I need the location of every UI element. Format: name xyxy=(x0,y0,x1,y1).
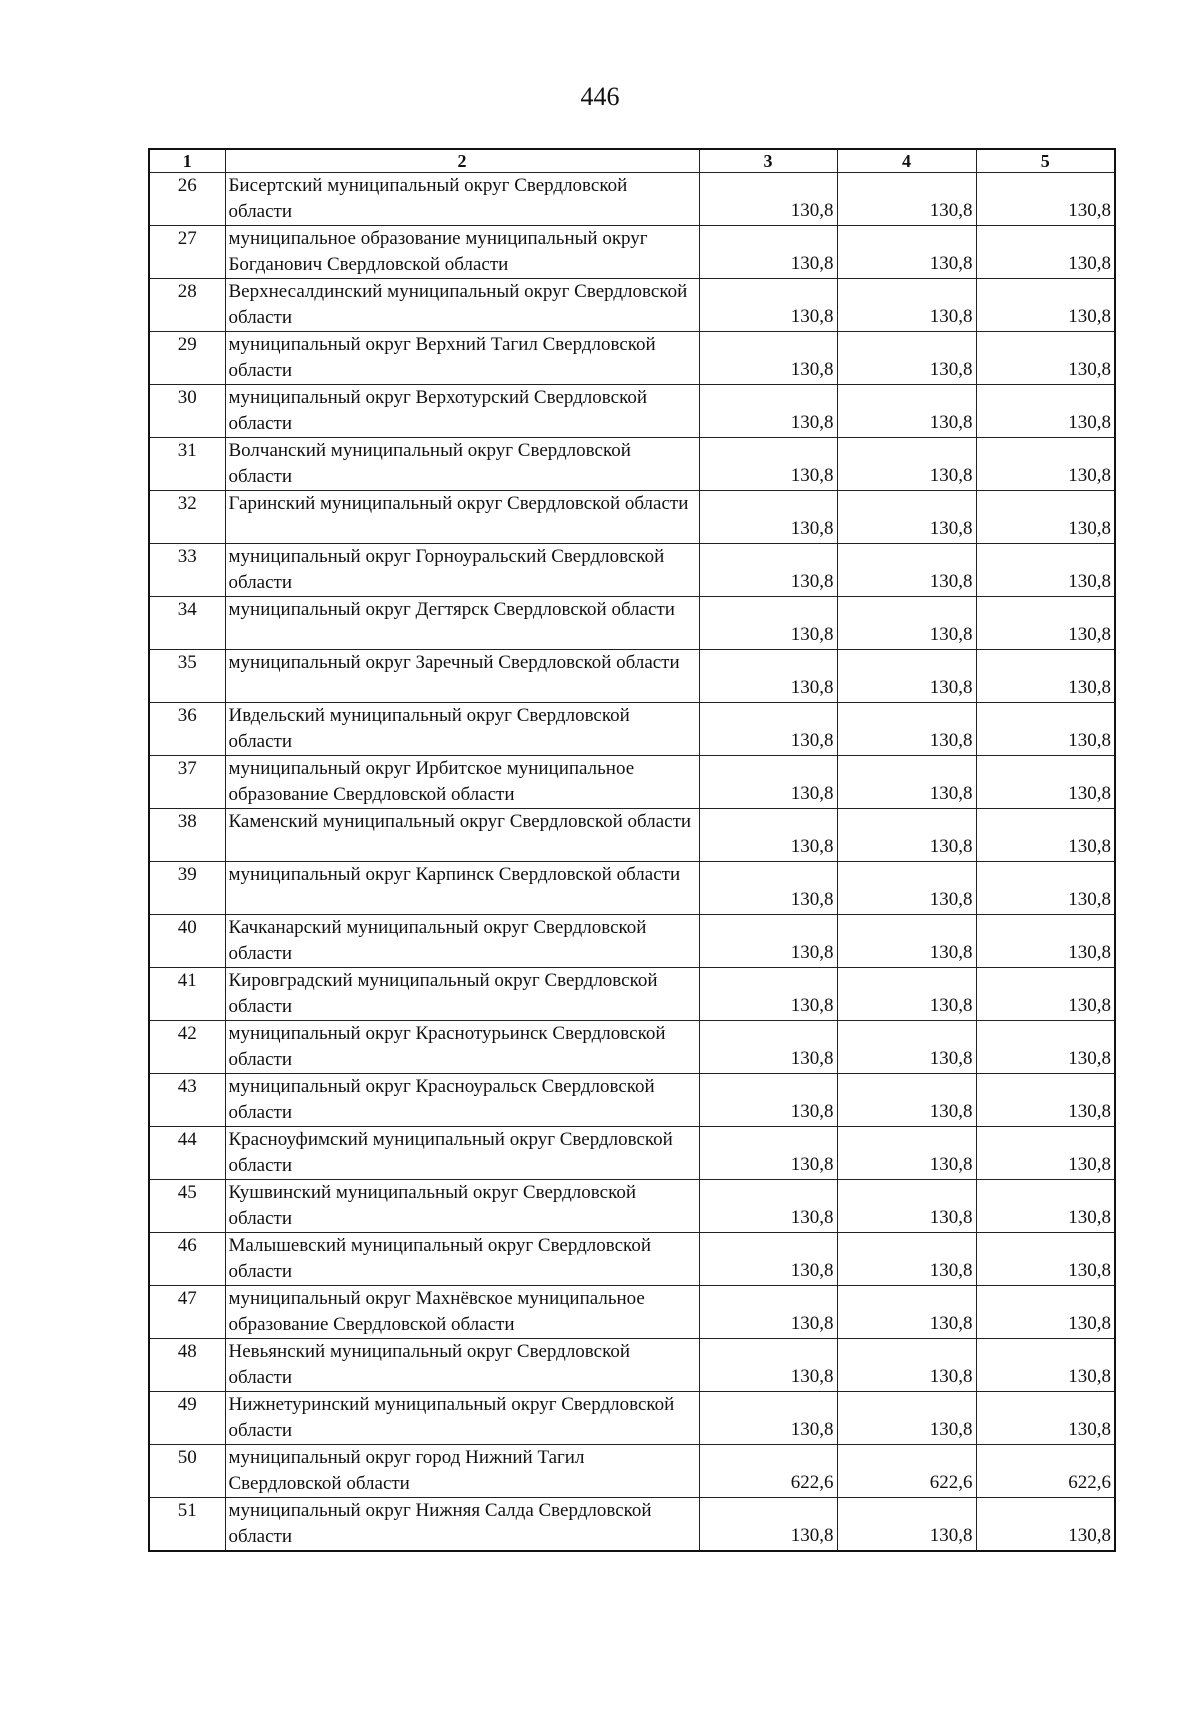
row-number-cell: 51 xyxy=(149,1498,225,1552)
value-cell-col5: 130,8 xyxy=(976,1233,1115,1286)
value-cell-col4: 130,8 xyxy=(837,968,976,1021)
table-row xyxy=(149,1392,1115,1445)
value-cell-col5: 130,8 xyxy=(976,650,1115,703)
row-number-cell: 47 xyxy=(149,1286,225,1339)
table-row xyxy=(149,279,1115,332)
table-body xyxy=(149,173,1115,1552)
municipality-name-cell: Невьянский муниципальный округ Свердловской области xyxy=(225,1339,699,1392)
value-cell-col5: 130,8 xyxy=(976,226,1115,279)
table-row xyxy=(149,385,1115,438)
municipality-name-cell: Гаринский муниципальный округ Свердловской области xyxy=(225,491,699,544)
value-cell-col5: 130,8 xyxy=(976,544,1115,597)
value-cell-col3: 130,8 xyxy=(699,1021,837,1074)
value-cell-col4: 130,8 xyxy=(837,1233,976,1286)
row-number-cell: 37 xyxy=(149,756,225,809)
municipality-name-cell: муниципальный округ Красноуральск Свердловской области xyxy=(225,1074,699,1127)
row-number-cell: 48 xyxy=(149,1339,225,1392)
row-number-cell: 46 xyxy=(149,1233,225,1286)
table-row xyxy=(149,968,1115,1021)
table-row xyxy=(149,1233,1115,1286)
value-cell-col5: 130,8 xyxy=(976,1392,1115,1445)
row-number-cell: 36 xyxy=(149,703,225,756)
value-cell-col3: 130,8 xyxy=(699,1074,837,1127)
value-cell-col5: 130,8 xyxy=(976,968,1115,1021)
value-cell-col5: 130,8 xyxy=(976,1074,1115,1127)
value-cell-col4: 130,8 xyxy=(837,226,976,279)
row-number-cell: 35 xyxy=(149,650,225,703)
value-cell-col3: 622,6 xyxy=(699,1445,837,1498)
table-row xyxy=(149,862,1115,915)
municipality-name-cell: Красноуфимский муниципальный округ Свердловской области xyxy=(225,1127,699,1180)
municipality-name-cell: Волчанский муниципальный округ Свердловской области xyxy=(225,438,699,491)
column-header-4: 4 xyxy=(837,149,976,173)
value-cell-col4: 130,8 xyxy=(837,1180,976,1233)
value-cell-col5: 130,8 xyxy=(976,491,1115,544)
value-cell-col4: 130,8 xyxy=(837,1339,976,1392)
value-cell-col3: 130,8 xyxy=(699,226,837,279)
value-cell-col3: 130,8 xyxy=(699,1286,837,1339)
value-cell-col4: 130,8 xyxy=(837,385,976,438)
municipality-name-cell: муниципальный округ Дегтярск Свердловской области xyxy=(225,597,699,650)
value-cell-col5: 130,8 xyxy=(976,1021,1115,1074)
municipality-name-cell: муниципальный округ Горноуральский Свердловской области xyxy=(225,544,699,597)
value-cell-col4: 130,8 xyxy=(837,438,976,491)
value-cell-col3: 130,8 xyxy=(699,173,837,226)
value-cell-col4: 130,8 xyxy=(837,809,976,862)
table-row xyxy=(149,226,1115,279)
municipality-name-cell: Малышевский муниципальный округ Свердловской области xyxy=(225,1233,699,1286)
value-cell-col4: 130,8 xyxy=(837,279,976,332)
value-cell-col3: 130,8 xyxy=(699,1127,837,1180)
column-header-5: 5 xyxy=(976,149,1115,173)
value-cell-col3: 130,8 xyxy=(699,703,837,756)
value-cell-col4: 130,8 xyxy=(837,1498,976,1552)
value-cell-col3: 130,8 xyxy=(699,1233,837,1286)
municipality-name-cell: муниципальный округ Верхний Тагил Свердловской области xyxy=(225,332,699,385)
value-cell-col3: 130,8 xyxy=(699,809,837,862)
municipality-name-cell: Нижнетуринский муниципальный округ Свердловской области xyxy=(225,1392,699,1445)
municipality-name-cell: муниципальный округ Карпинск Свердловской области xyxy=(225,862,699,915)
value-cell-col4: 130,8 xyxy=(837,173,976,226)
value-cell-col3: 130,8 xyxy=(699,438,837,491)
value-cell-col5: 130,8 xyxy=(976,279,1115,332)
row-number-cell: 41 xyxy=(149,968,225,1021)
value-cell-col3: 130,8 xyxy=(699,597,837,650)
value-cell-col5: 622,6 xyxy=(976,1445,1115,1498)
municipality-name-cell: Кировградский муниципальный округ Свердловской области xyxy=(225,968,699,1021)
table-row xyxy=(149,597,1115,650)
municipality-name-cell: муниципальный округ Верхотурский Свердловской области xyxy=(225,385,699,438)
value-cell-col4: 130,8 xyxy=(837,544,976,597)
municipality-name-cell: муниципальный округ Ирбитское муниципальное образование Свердловской области xyxy=(225,756,699,809)
municipality-name-cell: Каменский муниципальный округ Свердловской области xyxy=(225,809,699,862)
row-number-cell: 40 xyxy=(149,915,225,968)
row-number-cell: 43 xyxy=(149,1074,225,1127)
value-cell-col5: 130,8 xyxy=(976,809,1115,862)
value-cell-col5: 130,8 xyxy=(976,173,1115,226)
value-cell-col3: 130,8 xyxy=(699,650,837,703)
allocation-table xyxy=(148,148,1116,1552)
row-number-cell: 27 xyxy=(149,226,225,279)
value-cell-col4: 130,8 xyxy=(837,756,976,809)
value-cell-col4: 130,8 xyxy=(837,1392,976,1445)
value-cell-col4: 130,8 xyxy=(837,703,976,756)
value-cell-col5: 130,8 xyxy=(976,756,1115,809)
row-number-cell: 32 xyxy=(149,491,225,544)
value-cell-col4: 130,8 xyxy=(837,1286,976,1339)
municipality-name-cell: муниципальный округ Махнёвское муниципальное образование Свердловской области xyxy=(225,1286,699,1339)
value-cell-col5: 130,8 xyxy=(976,1339,1115,1392)
value-cell-col5: 130,8 xyxy=(976,332,1115,385)
municipality-name-cell: муниципальный округ Краснотурьинск Свердловской области xyxy=(225,1021,699,1074)
table-row xyxy=(149,491,1115,544)
value-cell-col5: 130,8 xyxy=(976,597,1115,650)
value-cell-col3: 130,8 xyxy=(699,862,837,915)
value-cell-col5: 130,8 xyxy=(976,1180,1115,1233)
value-cell-col5: 130,8 xyxy=(976,915,1115,968)
page-number: 446 xyxy=(580,82,620,111)
value-cell-col5: 130,8 xyxy=(976,438,1115,491)
value-cell-col4: 622,6 xyxy=(837,1445,976,1498)
value-cell-col4: 130,8 xyxy=(837,1021,976,1074)
value-cell-col5: 130,8 xyxy=(976,385,1115,438)
table-row xyxy=(149,173,1115,226)
row-number-cell: 31 xyxy=(149,438,225,491)
value-cell-col5: 130,8 xyxy=(976,1286,1115,1339)
municipality-name-cell: Качканарский муниципальный округ Свердловской области xyxy=(225,915,699,968)
value-cell-col4: 130,8 xyxy=(837,332,976,385)
value-cell-col3: 130,8 xyxy=(699,491,837,544)
value-cell-col5: 130,8 xyxy=(976,703,1115,756)
row-number-cell: 28 xyxy=(149,279,225,332)
table-row xyxy=(149,1339,1115,1392)
value-cell-col3: 130,8 xyxy=(699,968,837,1021)
table-row xyxy=(149,1286,1115,1339)
value-cell-col5: 130,8 xyxy=(976,862,1115,915)
table-row xyxy=(149,703,1115,756)
header-row xyxy=(149,149,1115,173)
row-number-cell: 29 xyxy=(149,332,225,385)
row-number-cell: 45 xyxy=(149,1180,225,1233)
value-cell-col4: 130,8 xyxy=(837,862,976,915)
column-header-1: 1 xyxy=(149,149,225,173)
row-number-cell: 34 xyxy=(149,597,225,650)
table-row xyxy=(149,809,1115,862)
value-cell-col3: 130,8 xyxy=(699,385,837,438)
value-cell-col3: 130,8 xyxy=(699,279,837,332)
value-cell-col4: 130,8 xyxy=(837,1127,976,1180)
municipality-name-cell: Верхнесалдинский муниципальный округ Свердловской области xyxy=(225,279,699,332)
table-row xyxy=(149,915,1115,968)
table-row xyxy=(149,1180,1115,1233)
value-cell-col4: 130,8 xyxy=(837,491,976,544)
table-row xyxy=(149,756,1115,809)
municipality-name-cell: Кушвинский муниципальный округ Свердловской области xyxy=(225,1180,699,1233)
value-cell-col3: 130,8 xyxy=(699,544,837,597)
row-number-cell: 50 xyxy=(149,1445,225,1498)
value-cell-col3: 130,8 xyxy=(699,1498,837,1552)
column-header-2: 2 xyxy=(225,149,699,173)
row-number-cell: 44 xyxy=(149,1127,225,1180)
value-cell-col4: 130,8 xyxy=(837,1074,976,1127)
value-cell-col5: 130,8 xyxy=(976,1127,1115,1180)
value-cell-col3: 130,8 xyxy=(699,1392,837,1445)
value-cell-col4: 130,8 xyxy=(837,650,976,703)
municipality-name-cell: муниципальный округ Заречный Свердловской области xyxy=(225,650,699,703)
table-row xyxy=(149,1498,1115,1552)
row-number-cell: 39 xyxy=(149,862,225,915)
table-row xyxy=(149,438,1115,491)
value-cell-col3: 130,8 xyxy=(699,1180,837,1233)
column-header-3: 3 xyxy=(699,149,837,173)
table-row xyxy=(149,1021,1115,1074)
row-number-cell: 38 xyxy=(149,809,225,862)
value-cell-col3: 130,8 xyxy=(699,1339,837,1392)
value-cell-col5: 130,8 xyxy=(976,1498,1115,1552)
table-header xyxy=(149,149,1115,173)
municipality-name-cell: Ивдельский муниципальный округ Свердловской области xyxy=(225,703,699,756)
municipality-name-cell: муниципальный округ Нижняя Салда Свердловской области xyxy=(225,1498,699,1552)
row-number-cell: 30 xyxy=(149,385,225,438)
row-number-cell: 49 xyxy=(149,1392,225,1445)
row-number-cell: 33 xyxy=(149,544,225,597)
value-cell-col4: 130,8 xyxy=(837,915,976,968)
row-number-cell: 42 xyxy=(149,1021,225,1074)
table-row xyxy=(149,650,1115,703)
municipality-name-cell: муниципальное образование муниципальный округ Богданович Свердловской области xyxy=(225,226,699,279)
table-row xyxy=(149,1074,1115,1127)
table-row xyxy=(149,1127,1115,1180)
municipality-name-cell: муниципальный округ город Нижний Тагил Свердловской области xyxy=(225,1445,699,1498)
municipality-name-cell: Бисертский муниципальный округ Свердловской области xyxy=(225,173,699,226)
value-cell-col3: 130,8 xyxy=(699,332,837,385)
table-row xyxy=(149,1445,1115,1498)
value-cell-col3: 130,8 xyxy=(699,756,837,809)
row-number-cell: 26 xyxy=(149,173,225,226)
table-row xyxy=(149,332,1115,385)
table-row xyxy=(149,544,1115,597)
value-cell-col3: 130,8 xyxy=(699,915,837,968)
value-cell-col4: 130,8 xyxy=(837,597,976,650)
